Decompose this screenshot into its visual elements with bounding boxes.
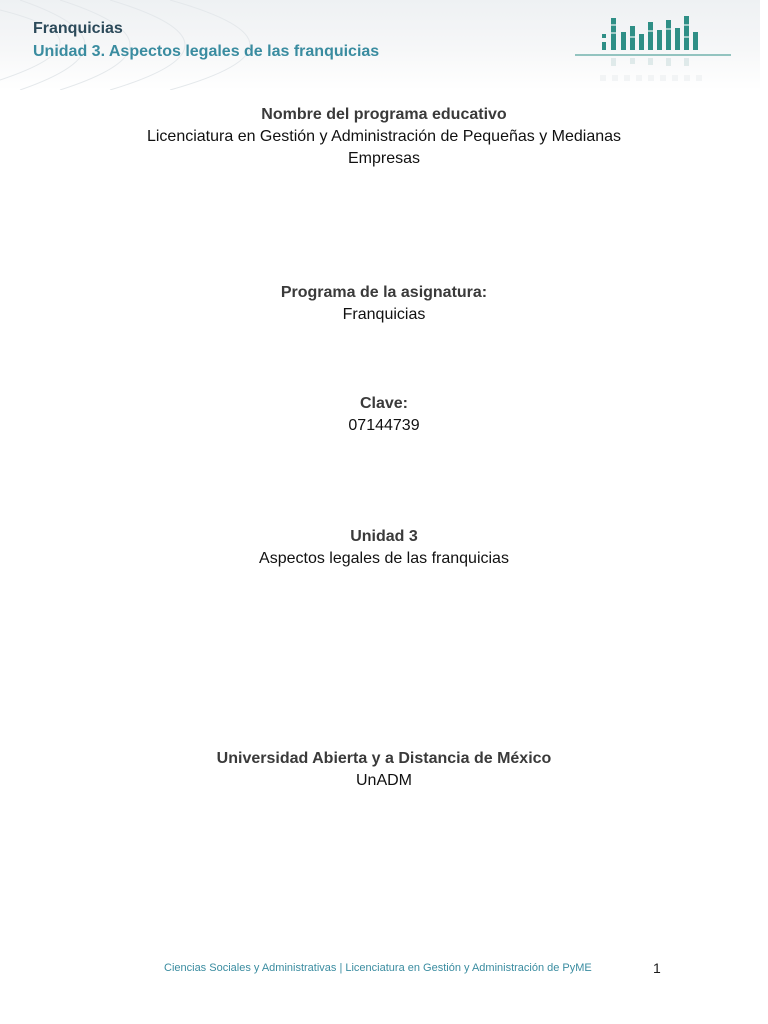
page-number: 1 [653,960,661,976]
key-block [0,393,768,437]
header-course-title: Franquicias [33,20,123,37]
key-value: 07144739 [348,417,420,434]
unit-label: Unidad 3 [350,528,418,545]
program-label: Nombre del programa educativo [261,106,507,123]
unadm-bar-logo-icon [575,12,735,72]
footer-text: Ciencias Sociales y Administrativas | Licenciatura en Gestión y Administración de PyME [164,962,592,974]
page-header [0,0,760,90]
unit-value: Aspectos legales de las franquicias [259,550,509,567]
subject-block [0,282,768,326]
key-label: Clave: [359,395,409,412]
university-value: UnADM [355,772,412,789]
unit-block [0,526,768,570]
program-block [0,104,768,170]
subject-value: Franquicias [342,306,426,323]
university-label: Universidad Abierta y a Distancia de México [216,750,552,767]
university-block [0,748,768,792]
header-unit-title: Unidad 3. Aspectos legales de las franquicias [33,43,380,60]
subject-label: Programa de la asignatura: [280,284,488,301]
program-value: Licenciatura en Gestión y Administración de Pequeñas y Medianas Empresas [146,128,622,167]
